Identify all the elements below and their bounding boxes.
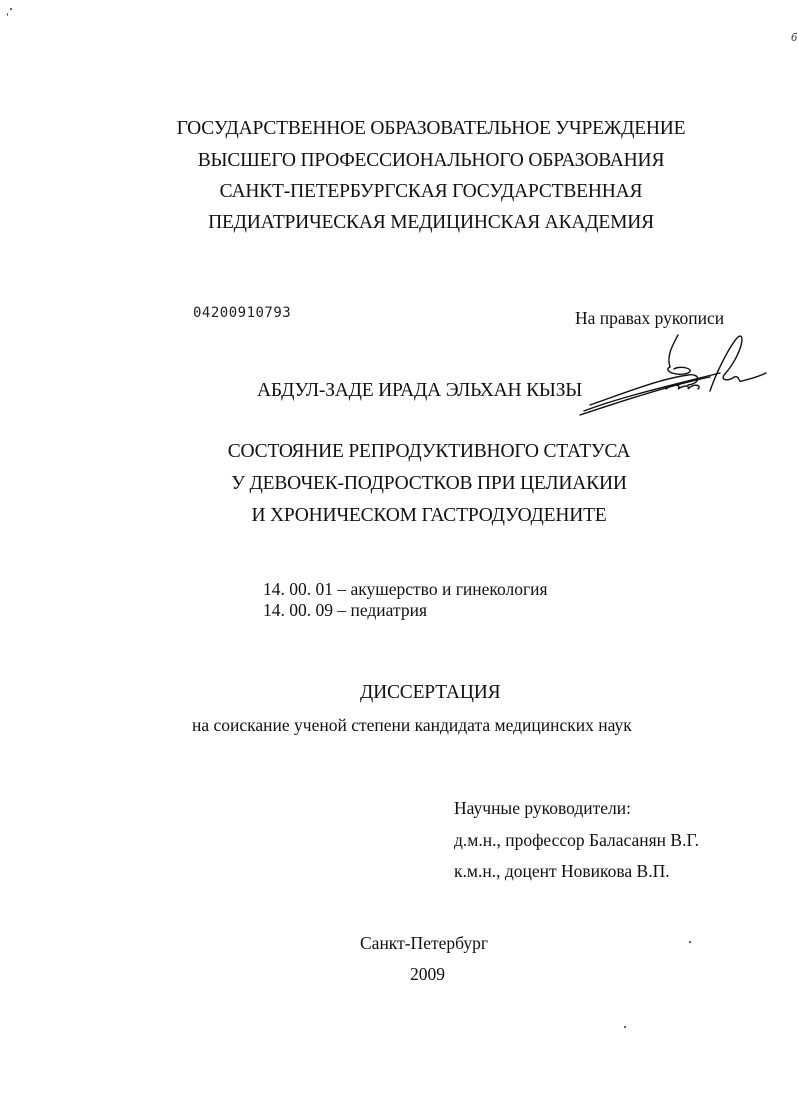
author-name: АБДУЛ-ЗАДЕ ИРАДА ЭЛЬХАН КЫЗЫ: [257, 380, 583, 401]
supervisor-item: к.м.н., доцент Новикова В.П.: [454, 861, 670, 881]
signature-icon: [570, 325, 770, 425]
supervisors-heading: Научные руководители:: [454, 798, 631, 818]
degree-line: на соискание ученой степени кандидата медицинских наук: [192, 715, 632, 735]
year: 2009: [410, 964, 445, 984]
corner-mark: б: [791, 30, 798, 44]
scan-speck: [624, 1026, 626, 1028]
title-line: СОСТОЯНИЕ РЕПРОДУКТИВНОГО СТАТУСА: [227, 441, 631, 462]
institution-line: ВЫСШЕГО ПРОФЕССИОНАЛЬНОГО ОБРАЗОВАНИЯ: [197, 150, 665, 171]
catalog-number: 04200910793: [193, 305, 292, 321]
scan-speck: [689, 941, 691, 943]
title-line: У ДЕВОЧЕК-ПОДРОСТКОВ ПРИ ЦЕЛИАКИИ: [231, 473, 627, 494]
document-type: ДИССЕРТАЦИЯ: [360, 682, 501, 703]
scan-speck: [10, 8, 12, 10]
manuscript-note: На правах рукописи: [575, 308, 725, 328]
institution-line: САНКТ-ПЕТЕРБУРГСКАЯ ГОСУДАРСТВЕННАЯ: [219, 181, 643, 202]
institution-line: ПЕДИАТРИЧЕСКАЯ МЕДИЦИНСКАЯ АКАДЕМИЯ: [208, 212, 654, 233]
specialty-code: 14. 00. 09 – педиатрия: [263, 600, 428, 620]
institution-line: ГОСУДАРСТВЕННОЕ ОБРАЗОВАТЕЛЬНОЕ УЧРЕЖДЕНИЕ: [176, 118, 686, 139]
supervisor-item: д.м.н., профессор Баласанян В.Г.: [454, 830, 699, 850]
city: Санкт-Петербург: [360, 933, 489, 953]
title-line: И ХРОНИЧЕСКОМ ГАСТРОДУОДЕНИТЕ: [251, 505, 607, 526]
specialty-code: 14. 00. 01 – акушерство и гинекология: [263, 579, 548, 599]
scan-speck: [7, 13, 8, 16]
